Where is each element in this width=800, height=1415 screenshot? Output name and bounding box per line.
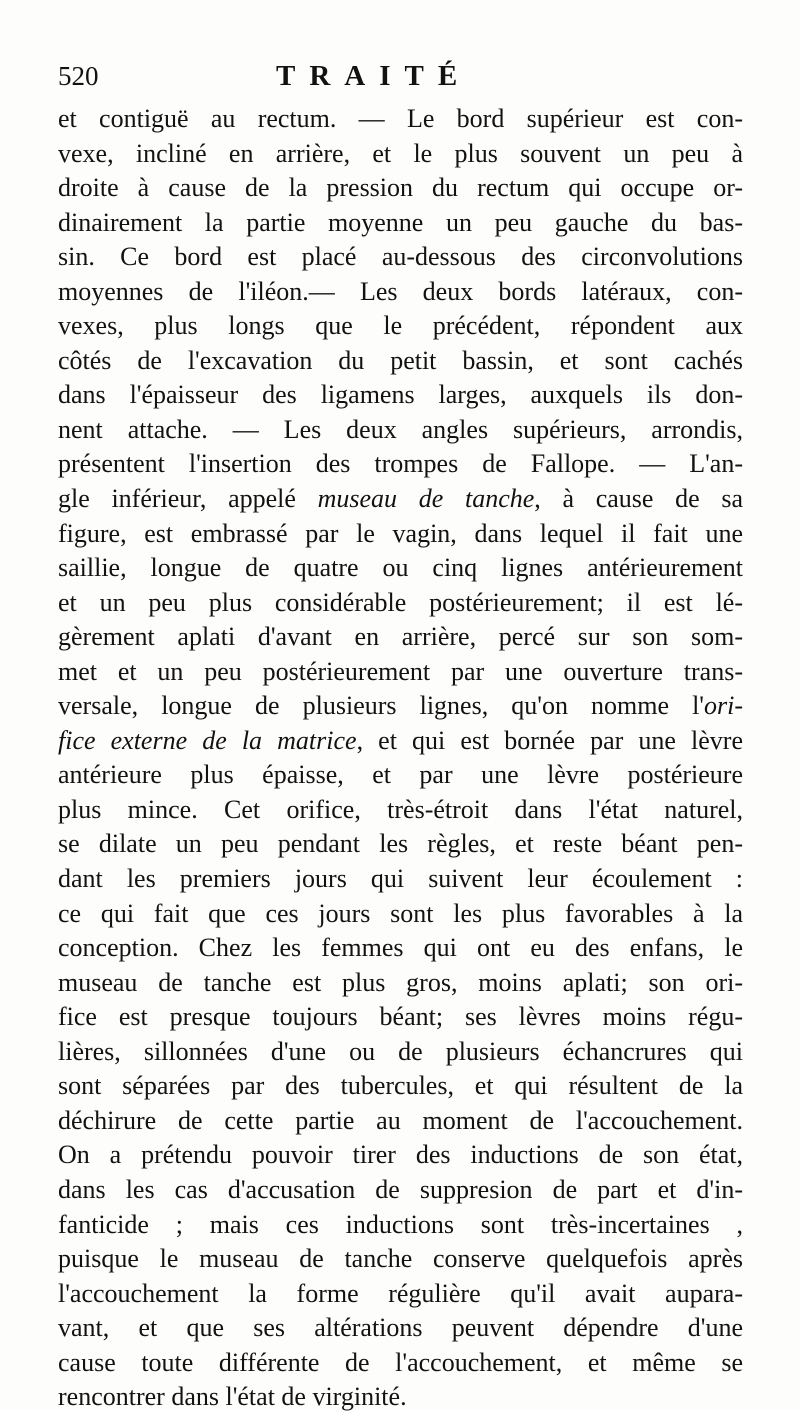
text-line (58, 413, 743, 448)
text-segment: conception. Chez les femmes qui ont eu des enfans, le (58, 933, 743, 963)
text-line (58, 1104, 743, 1139)
text-line (58, 482, 743, 517)
text-line (58, 897, 743, 932)
text-segment: sin. Ce bord est placé au-dessous des circonvolutions (58, 242, 743, 272)
text-segment: gle inférieur, appelé (58, 484, 318, 514)
text-segment: dant les premiers jours qui suivent leur écoulement : (58, 864, 743, 894)
text-segment: l'accouchement la forme régulière qu'il avait aupara- (58, 1278, 743, 1308)
text-line (58, 931, 743, 966)
text-segment: plus mince. Cet orifice, très-étroit dans l'état naturel, (58, 794, 743, 824)
text-line (58, 171, 743, 206)
text-line (58, 517, 743, 552)
text-segment: moyennes de l'iléon.— Les deux bords latéraux, con- (58, 276, 743, 306)
text-segment: présentent l'insertion des trompes de Fallope. — L'an- (58, 449, 743, 479)
text-segment: cause toute différente de l'accouchement, et même se (58, 1347, 743, 1377)
text-line (58, 309, 743, 344)
text-line (58, 1208, 743, 1243)
text-line (58, 758, 743, 793)
text-line (58, 689, 743, 724)
text-segment: dans l'épaisseur des ligamens larges, auxquels ils don- (58, 380, 743, 410)
text-line (58, 655, 743, 690)
text-segment: museau de tanche est plus gros, moins aplati; son ori- (58, 967, 743, 997)
running-head (58, 60, 760, 100)
text-segment: nent attache. — Les deux angles supérieurs, arrondis, (58, 414, 743, 444)
text-segment: , à cause de sa (534, 484, 743, 514)
text-segment: droite à cause de la pression du rectum qui occupe or- (58, 173, 743, 203)
text-segment: , et qui est bornée par une lèvre (356, 725, 744, 755)
text-line (58, 1000, 743, 1035)
text-line (58, 344, 743, 379)
text-segment: dinairement la partie moyenne un peu gauche du bas- (58, 207, 743, 237)
text-line (58, 1173, 743, 1208)
text-segment: déchirure de cette partie au moment de l'accouchement. (58, 1105, 743, 1135)
text-segment: versale, longue de plusieurs lignes, qu'on nomme l' (58, 691, 704, 721)
text-segment: puisque le museau de tanche conserve quelquefois après (58, 1244, 743, 1274)
text-segment: vant, et que ses altérations peuvent dépendre d'une (58, 1313, 743, 1343)
text-segment: sont séparées par des tubercules, et qui résultent de la (58, 1071, 743, 1101)
text-segment: vexe, incliné en arrière, et le plus souvent un peu à (58, 138, 743, 168)
text-line (58, 1277, 743, 1312)
text-line (58, 793, 743, 828)
text-segment: On a prétendu pouvoir tirer des inductions de son état, (58, 1140, 743, 1170)
text-segment: saillie, longue de quatre ou cinq lignes antérieurement (58, 553, 743, 583)
text-segment: figure, est embrassé par le vagin, dans lequel il fait une (58, 518, 743, 548)
text-segment: et un peu plus considérable postérieurement; il est lé- (58, 587, 743, 617)
text-segment: dans les cas d'accusation de suppresion de part et d'in- (58, 1174, 743, 1204)
text-segment: côtés de l'excavation du petit bassin, et sont cachés (58, 345, 743, 375)
text-segment: met et un peu postérieurement par une ouverture trans- (58, 656, 743, 686)
text-line (58, 1138, 743, 1173)
text-line (58, 1242, 743, 1277)
text-line (58, 137, 743, 172)
text-line (58, 966, 743, 1001)
text-line (58, 862, 743, 897)
text-segment: fice est presque toujours béant; ses lèvres moins régu- (58, 1002, 743, 1032)
text-line (58, 620, 743, 655)
text-segment: fanticide ; mais ces inductions sont très-incertaines , (58, 1209, 743, 1239)
text-line (58, 827, 743, 862)
text-line (58, 1311, 743, 1346)
page-number: 520 (58, 61, 99, 91)
text-line (58, 378, 743, 413)
text-line (58, 240, 743, 275)
text-segment: vexes, plus longs que le précédent, répondent aux (58, 311, 743, 341)
text-line (58, 724, 743, 759)
text-segment: rencontrer dans l'état de virginité. (58, 1382, 407, 1412)
text-segment: se dilate un peu pendant les règles, et reste béant pen- (58, 829, 743, 859)
text-line (58, 447, 743, 482)
text-segment: lières, sillonnées d'une ou de plusieurs échancrures qui (58, 1036, 743, 1066)
text-line (58, 206, 743, 241)
text-line (58, 275, 743, 310)
italic-term: ori- (704, 691, 743, 721)
running-title: TRAITÉ (276, 60, 472, 92)
italic-term: fice externe de la matrice (58, 725, 357, 755)
text-segment: ce qui fait que ces jours sont les plus favorables à la (58, 898, 743, 928)
italic-term: museau de tanche (317, 484, 535, 514)
text-segment: gèrement aplati d'avant en arrière, percé sur son som- (58, 622, 743, 652)
body-text (58, 102, 743, 1415)
text-line (58, 586, 743, 621)
text-line (58, 102, 743, 137)
text-segment: et contiguë au rectum. — Le bord supérieur est con- (58, 104, 743, 133)
text-segment: antérieure plus épaisse, et par une lèvre postérieure (58, 760, 743, 790)
text-line (58, 551, 743, 586)
text-line (58, 1069, 743, 1104)
text-line (58, 1035, 743, 1070)
text-line (58, 1346, 743, 1381)
